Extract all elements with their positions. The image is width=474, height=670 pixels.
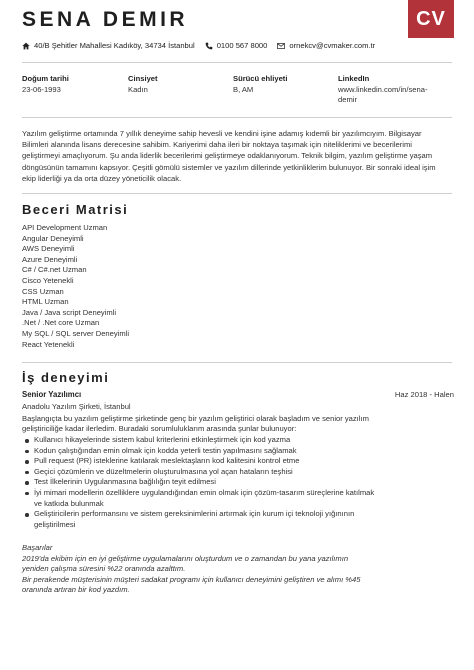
info-linkedin	[338, 74, 427, 104]
bullet-line: İyi mimari modellerin özelliklere uygulandığından emin olmak için çözüm-tasarım süreçlerine katılmak	[34, 487, 375, 497]
list-item	[22, 456, 442, 467]
contact-email	[277, 41, 375, 50]
linkedin-line: www.linkedin.com/in/sena-	[338, 85, 428, 94]
skills-section-title: Beceri Matrisi	[22, 202, 129, 217]
linkedin-line: demir	[338, 94, 357, 104]
summary-line: Yazılım geliştirme ortamında 7 yıllık deneyime sahip hevesli ve kendini işine adamış kıdemli bir yazılımcıyım. Bilgisayar	[22, 129, 422, 138]
skill-item: API Development Uzman	[22, 223, 108, 232]
achievements	[22, 543, 442, 596]
bullet-line: Kullanıcı hikayelerinde sistem kabul kriterlerini etkinleştirmek için kod yazma	[34, 435, 291, 444]
summary-line: döngüsünün tamamını kapsıyor. Çeşitli gömülü sistemler ve yazılım dillerinde yetkinliklerim bulunuyor. Bir sonraki ideal işim	[22, 162, 436, 172]
skill-item: Java / Java script Deneyimli	[22, 307, 117, 317]
info-label: Sürücü ehliyeti	[233, 74, 288, 83]
skill-item: AWS Deneyimli	[22, 244, 75, 254]
profile-summary	[22, 128, 454, 184]
contact-line	[22, 41, 385, 50]
achievement-line: 2019'da ekibim için en iyi geliştirme uygulamalarını oluşturdum ve o zamandan bu yana yazılımın	[22, 553, 349, 563]
mail-icon	[277, 42, 285, 50]
skill-item: CSS Uzman	[22, 286, 64, 296]
divider	[22, 117, 452, 118]
info-value: Kadın	[128, 85, 148, 94]
job-date: Haz 2018 - Halen	[394, 390, 454, 399]
summary-line: geliştirmeyi amaçlıyorum. Şu anda liderlik becerilerimi geliştirmeye odaklanıyorum. Teknik bilgim, yazılım geliştirme yaşam	[22, 151, 433, 161]
achievement-line: yeniden çalışma süresini %22 oranında azalttım.	[22, 564, 186, 574]
cv-badge: CV	[408, 0, 454, 38]
bullet-line: Kodun çalıştığından emin olmak için kodda yeterli testin yapılmasını sağlamak	[34, 445, 297, 455]
skills-list	[22, 223, 129, 350]
contact-address	[22, 41, 195, 50]
list-item	[22, 446, 442, 457]
responsibilities-list	[22, 435, 442, 530]
bullet-line: ve katkıda bulunmak	[34, 498, 104, 508]
info-label: Cinsiyet	[128, 74, 158, 83]
email-text: ornekcv@cvmaker.com.tr	[289, 41, 376, 50]
achievement-line: Bir perakende müşterisinin müşteri sadakat programı için kullanıcı deneyimini geliştiren ve alımı %45	[22, 574, 361, 584]
bullet-line: Geçici çözümlerin ve düzeltmelerin oluşturulmasına yol açan hataların teşhisi	[34, 466, 293, 476]
info-birthdate	[22, 74, 69, 95]
divider	[22, 193, 452, 194]
divider	[22, 362, 452, 363]
divider	[22, 62, 452, 63]
info-label: LinkedIn	[338, 74, 370, 83]
achievements-label: Başarılar	[22, 543, 53, 552]
skill-item: HTML Uzman	[22, 297, 69, 307]
phone-text: 0100 567 8000	[216, 41, 268, 50]
description-line: geliştiriciliğe kadar ilerledim. Buradaki sorumluluklarım arasında şunlar bulunuyor:	[22, 424, 297, 434]
skill-item: C# / C#.net Uzman	[22, 265, 87, 275]
job-company: Anadolu Yazılım Şirketi, İstanbul	[22, 402, 131, 411]
info-license	[233, 74, 287, 95]
skill-item: Azure Deneyimli	[22, 254, 78, 264]
summary-line: ekip liderliği ya da orta düzey yöneticilik olacak.	[22, 173, 182, 183]
skill-item: .Net / .Net core Uzman	[22, 318, 100, 328]
skill-item: Cisco Yetenekli	[22, 275, 74, 285]
home-icon	[22, 42, 30, 50]
experience-section-title: İş deneyimi	[22, 370, 110, 385]
contact-phone	[205, 41, 268, 50]
info-label: Doğum tarihi	[22, 74, 69, 83]
info-value: 23-06-1993	[22, 85, 61, 94]
linkedin-link[interactable]	[338, 85, 427, 104]
list-item	[22, 509, 442, 530]
bullet-line: Test İlkelerinin Uygulanmasına bağlılığın teyit edilmesi	[34, 477, 216, 487]
job-description	[22, 414, 454, 435]
skill-item: React Yetenekli	[22, 339, 75, 349]
achievement-line: oranında artıran bir kod yazdım.	[22, 585, 130, 595]
bullet-line: geliştirilmesi	[34, 519, 76, 529]
address-text: 40/B Şehitler Mahallesi Kadıköy, 34734 İstanbul	[34, 41, 195, 50]
description-line: Başlangıçta bu yazılım geliştirme şirketinde genç bir yazılım geliştirici olarak başladım ve senior yazılım	[22, 414, 369, 423]
bullet-line: Pull request (PR) isteklerine katılarak meslektaşların kod kalitesini kontrol etme	[34, 456, 300, 466]
info-value: B, AM	[233, 85, 254, 94]
list-item	[22, 488, 442, 509]
job-title: Senior Yazılımcı	[22, 390, 82, 399]
skill-item: My SQL / SQL server Deneyimli	[22, 328, 130, 338]
list-item	[22, 467, 442, 478]
bullet-line: Geliştiricilerin performansını ve sistem gereksinimlerini artırmak için kurum içi teknoloji yığınının	[34, 509, 355, 519]
phone-icon	[205, 42, 213, 50]
list-item	[22, 435, 442, 446]
summary-line: Bilimleri alanında lisans derecesine sahibim. Kariyerimi daha ileri bir noktaya taşımak için niteliklerimi ve becerilerimi	[22, 140, 412, 150]
list-item	[22, 477, 442, 488]
skill-item: Angular Deneyimli	[22, 233, 84, 243]
info-gender	[128, 74, 158, 95]
candidate-name: SENA DEMIR	[22, 8, 189, 31]
